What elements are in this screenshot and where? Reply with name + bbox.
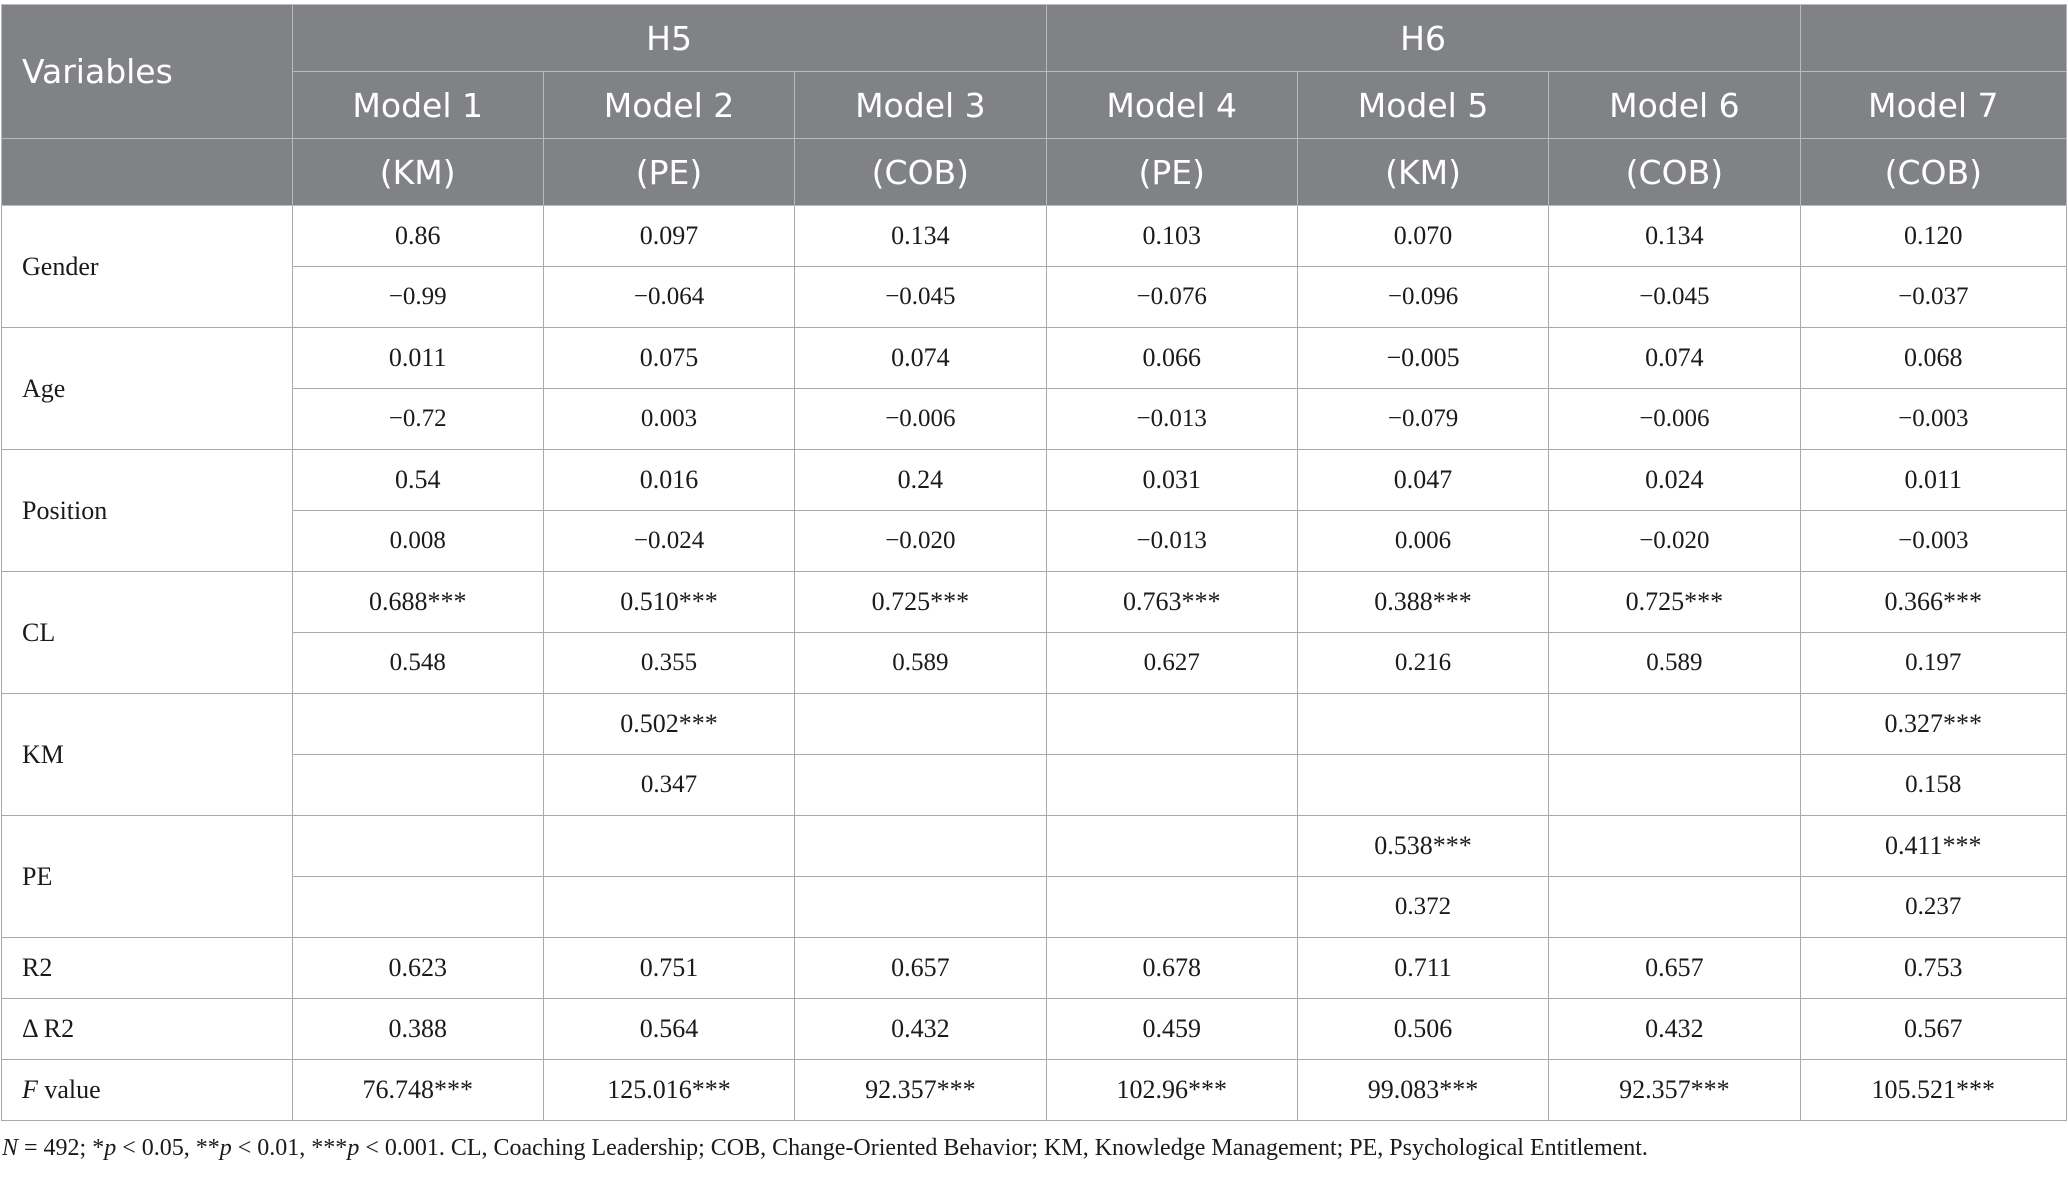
coefficient-cell — [1297, 694, 1548, 755]
coefficient-cell: 0.011 — [1800, 450, 2066, 511]
table-row — [2, 755, 2067, 816]
secondary-cell: −0.096 — [1297, 267, 1548, 328]
coefficient-cell: 0.016 — [543, 450, 794, 511]
coefficient-cell: 0.763*** — [1046, 572, 1297, 633]
note-n: N — [2, 1135, 19, 1161]
model-header: Model 5 — [1297, 72, 1548, 139]
table-row — [2, 633, 2067, 694]
secondary-cell: −0.020 — [795, 511, 1046, 572]
row-label: Δ R2 — [2, 999, 293, 1060]
stat-cell: 0.567 — [1800, 999, 2066, 1060]
dv-header: (COB) — [1800, 139, 2066, 206]
coefficient-cell: 0.047 — [1297, 450, 1548, 511]
stat-cell: 0.753 — [1800, 938, 2066, 999]
coefficient-cell: 0.074 — [1549, 328, 1800, 389]
secondary-cell: 0.197 — [1800, 633, 2066, 694]
dv-header: (COB) — [1549, 139, 1800, 206]
coefficient-cell: 0.070 — [1297, 206, 1548, 267]
secondary-cell: −0.013 — [1046, 511, 1297, 572]
table-row — [2, 328, 2067, 389]
coefficient-cell: 0.688*** — [292, 572, 543, 633]
group-header-h6: H6 — [1046, 5, 1800, 72]
secondary-cell: 0.216 — [1297, 633, 1548, 694]
coefficient-cell — [292, 816, 543, 877]
secondary-cell: 0.355 — [543, 633, 794, 694]
coefficient-cell — [795, 816, 1046, 877]
secondary-cell: 0.006 — [1297, 511, 1548, 572]
coefficient-cell — [1046, 694, 1297, 755]
model-header: Model 6 — [1549, 72, 1800, 139]
stat-cell: 0.564 — [543, 999, 794, 1060]
stat-cell: 76.748*** — [292, 1060, 543, 1121]
coefficient-cell — [292, 694, 543, 755]
coefficient-cell: 0.24 — [795, 450, 1046, 511]
coefficient-cell: 0.327*** — [1800, 694, 2066, 755]
secondary-cell: −0.72 — [292, 389, 543, 450]
header-row-groups — [2, 5, 2067, 72]
secondary-cell: −0.079 — [1297, 389, 1548, 450]
secondary-cell — [795, 877, 1046, 938]
stat-cell: 105.521*** — [1800, 1060, 2066, 1121]
secondary-cell: 0.237 — [1800, 877, 2066, 938]
row-label: Gender — [2, 206, 293, 328]
stat-cell: 0.711 — [1297, 938, 1548, 999]
row-label-italic: F — [22, 1075, 38, 1104]
secondary-cell: 0.589 — [1549, 633, 1800, 694]
table-body — [2, 206, 2067, 1121]
regression-table-container — [0, 4, 2068, 1162]
coefficient-cell: 0.068 — [1800, 328, 2066, 389]
coefficient-cell: 0.54 — [292, 450, 543, 511]
stat-cell: 0.459 — [1046, 999, 1297, 1060]
table-row — [2, 267, 2067, 328]
table-row — [2, 511, 2067, 572]
note-text: < 0.05, ** — [116, 1135, 220, 1161]
secondary-cell: 0.008 — [292, 511, 543, 572]
coefficient-cell: 0.075 — [543, 328, 794, 389]
coefficient-cell: −0.005 — [1297, 328, 1548, 389]
coefficient-cell: 0.366*** — [1800, 572, 2066, 633]
note-text: = 492; * — [18, 1135, 105, 1161]
table-header — [2, 5, 2067, 206]
stat-cell: 125.016*** — [543, 1060, 794, 1121]
table-row — [2, 572, 2067, 633]
note-text: < 0.001. CL, Coaching Leadership; COB, Change-Oriented Behavior; KM, Knowledge Management; PE, Psychological Entitlement. — [359, 1135, 1648, 1161]
stat-cell: 0.388 — [292, 999, 543, 1060]
table-row — [2, 938, 2067, 999]
stat-cell: 0.657 — [795, 938, 1046, 999]
dv-header: (PE) — [1046, 139, 1297, 206]
table-row — [2, 694, 2067, 755]
note-p: p — [219, 1135, 232, 1161]
table-row — [2, 816, 2067, 877]
variables-header-blank — [2, 139, 293, 206]
coefficient-cell: 0.011 — [292, 328, 543, 389]
coefficient-cell: 0.074 — [795, 328, 1046, 389]
secondary-cell: −0.003 — [1800, 511, 2066, 572]
note-text: < 0.01, *** — [231, 1135, 348, 1161]
dv-header: (PE) — [543, 139, 794, 206]
secondary-cell: −0.045 — [1549, 267, 1800, 328]
coefficient-cell: 0.725*** — [1549, 572, 1800, 633]
stat-cell: 0.506 — [1297, 999, 1548, 1060]
variables-header: Variables — [2, 5, 293, 139]
coefficient-cell: 0.86 — [292, 206, 543, 267]
secondary-cell: −0.064 — [543, 267, 794, 328]
row-label: R2 — [2, 938, 293, 999]
secondary-cell — [1549, 755, 1800, 816]
coefficient-cell: 0.134 — [1549, 206, 1800, 267]
header-row-dv — [2, 139, 2067, 206]
coefficient-cell: 0.502*** — [543, 694, 794, 755]
secondary-cell: −0.076 — [1046, 267, 1297, 328]
group-header-empty — [1800, 5, 2066, 72]
secondary-cell: 0.372 — [1297, 877, 1548, 938]
secondary-cell — [1549, 877, 1800, 938]
coefficient-cell: 0.725*** — [795, 572, 1046, 633]
coefficient-cell: 0.120 — [1800, 206, 2066, 267]
stat-cell: 0.432 — [1549, 999, 1800, 1060]
secondary-cell — [1046, 877, 1297, 938]
secondary-cell: −0.045 — [795, 267, 1046, 328]
coefficient-cell: 0.388*** — [1297, 572, 1548, 633]
coefficient-cell — [795, 694, 1046, 755]
model-header: Model 3 — [795, 72, 1046, 139]
secondary-cell: 0.589 — [795, 633, 1046, 694]
row-label: PE — [2, 816, 293, 938]
stat-cell: 0.432 — [795, 999, 1046, 1060]
secondary-cell: −0.013 — [1046, 389, 1297, 450]
header-row-models — [2, 72, 2067, 139]
coefficient-cell: 0.024 — [1549, 450, 1800, 511]
secondary-cell: −0.037 — [1800, 267, 2066, 328]
stat-cell: 99.083*** — [1297, 1060, 1548, 1121]
model-header: Model 1 — [292, 72, 543, 139]
secondary-cell: −0.024 — [543, 511, 794, 572]
table-footnote — [2, 1135, 2068, 1162]
row-label-rest: value — [37, 1075, 101, 1104]
stat-cell: 0.657 — [1549, 938, 1800, 999]
secondary-cell: 0.548 — [292, 633, 543, 694]
secondary-cell: −0.020 — [1549, 511, 1800, 572]
coefficient-cell: 0.103 — [1046, 206, 1297, 267]
row-label: KM — [2, 694, 293, 816]
row-label: Position — [2, 450, 293, 572]
secondary-cell: 0.347 — [543, 755, 794, 816]
stat-cell: 102.96*** — [1046, 1060, 1297, 1121]
secondary-cell: −0.006 — [1549, 389, 1800, 450]
row-label — [2, 1060, 293, 1121]
coefficient-cell: 0.538*** — [1297, 816, 1548, 877]
coefficient-cell: 0.411*** — [1800, 816, 2066, 877]
secondary-cell — [795, 755, 1046, 816]
table-row — [2, 450, 2067, 511]
secondary-cell: −0.99 — [292, 267, 543, 328]
model-header: Model 2 — [543, 72, 794, 139]
coefficient-cell: 0.097 — [543, 206, 794, 267]
row-label: CL — [2, 572, 293, 694]
stat-cell: 92.357*** — [1549, 1060, 1800, 1121]
regression-table — [1, 4, 2067, 1121]
secondary-cell: 0.003 — [543, 389, 794, 450]
row-label: Age — [2, 328, 293, 450]
secondary-cell: −0.003 — [1800, 389, 2066, 450]
coefficient-cell — [1549, 694, 1800, 755]
model-header: Model 4 — [1046, 72, 1297, 139]
secondary-cell: 0.158 — [1800, 755, 2066, 816]
stat-cell: 0.751 — [543, 938, 794, 999]
stat-cell: 0.678 — [1046, 938, 1297, 999]
secondary-cell: 0.627 — [1046, 633, 1297, 694]
dv-header: (COB) — [795, 139, 1046, 206]
table-row — [2, 877, 2067, 938]
coefficient-cell: 0.510*** — [543, 572, 794, 633]
coefficient-cell — [1549, 816, 1800, 877]
coefficient-cell — [543, 816, 794, 877]
table-row — [2, 1060, 2067, 1121]
secondary-cell — [292, 755, 543, 816]
group-header-h5: H5 — [292, 5, 1046, 72]
secondary-cell — [292, 877, 543, 938]
table-row — [2, 389, 2067, 450]
coefficient-cell: 0.066 — [1046, 328, 1297, 389]
secondary-cell — [1297, 755, 1548, 816]
stat-cell: 0.623 — [292, 938, 543, 999]
coefficient-cell: 0.031 — [1046, 450, 1297, 511]
coefficient-cell — [1046, 816, 1297, 877]
dv-header: (KM) — [1297, 139, 1548, 206]
dv-header: (KM) — [292, 139, 543, 206]
secondary-cell — [543, 877, 794, 938]
secondary-cell: −0.006 — [795, 389, 1046, 450]
table-row — [2, 206, 2067, 267]
coefficient-cell: 0.134 — [795, 206, 1046, 267]
secondary-cell — [1046, 755, 1297, 816]
stat-cell: 92.357*** — [795, 1060, 1046, 1121]
note-p: p — [104, 1135, 117, 1161]
model-header: Model 7 — [1800, 72, 2066, 139]
table-row — [2, 999, 2067, 1060]
note-p: p — [347, 1135, 360, 1161]
